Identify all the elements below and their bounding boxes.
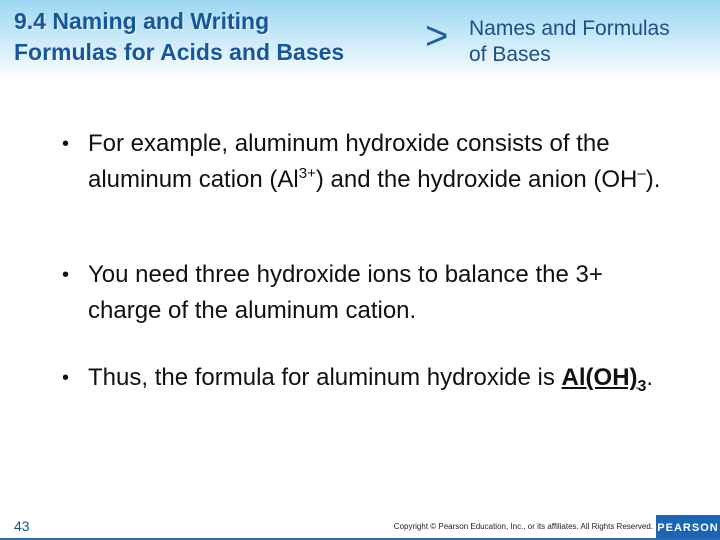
subtopic-line2: of Bases	[469, 43, 551, 66]
subtopic-line1: Names and Formulas	[469, 17, 670, 40]
section-title-line1: 9.4 Naming and Writing	[14, 8, 270, 34]
ion-charge: 3+	[298, 165, 316, 182]
bullet-text: For example, aluminum hydroxide consists of the aluminum cation (Al	[88, 130, 610, 193]
subtopic-title	[469, 16, 714, 68]
bullet-marker: •	[62, 367, 70, 389]
ion-charge: –	[637, 165, 646, 182]
bullet-item-example	[62, 126, 672, 198]
section-title	[14, 6, 424, 68]
formula-main: Al(OH)	[561, 364, 638, 391]
bullet-text: ).	[645, 166, 661, 193]
bullet-item-balance	[62, 257, 672, 329]
bullet-text: You need three hydroxide ions to balance the 3+ charge of the aluminum cation.	[88, 261, 603, 324]
page-number: 43	[14, 518, 30, 534]
bullet-text: .	[646, 364, 654, 391]
bullet-marker: •	[62, 264, 70, 286]
bullet-text: ) and the hydroxide anion (OH	[315, 166, 638, 193]
header-band	[0, 0, 720, 80]
section-title-line2: Formulas for Acids and Bases	[14, 39, 345, 65]
pearson-logo: PEARSON	[656, 515, 720, 540]
bullet-item-formula	[62, 360, 672, 396]
bullet-marker: •	[62, 133, 70, 155]
chemical-formula	[561, 364, 647, 395]
formula-subscript: 3	[637, 378, 647, 395]
copyright-notice: Copyright © Pearson Education, Inc., or its affiliates. All Rights Reserved.	[393, 522, 653, 531]
chevron-right-icon: >	[425, 14, 449, 58]
bullet-text: Thus, the formula for aluminum hydroxide is	[88, 364, 562, 391]
